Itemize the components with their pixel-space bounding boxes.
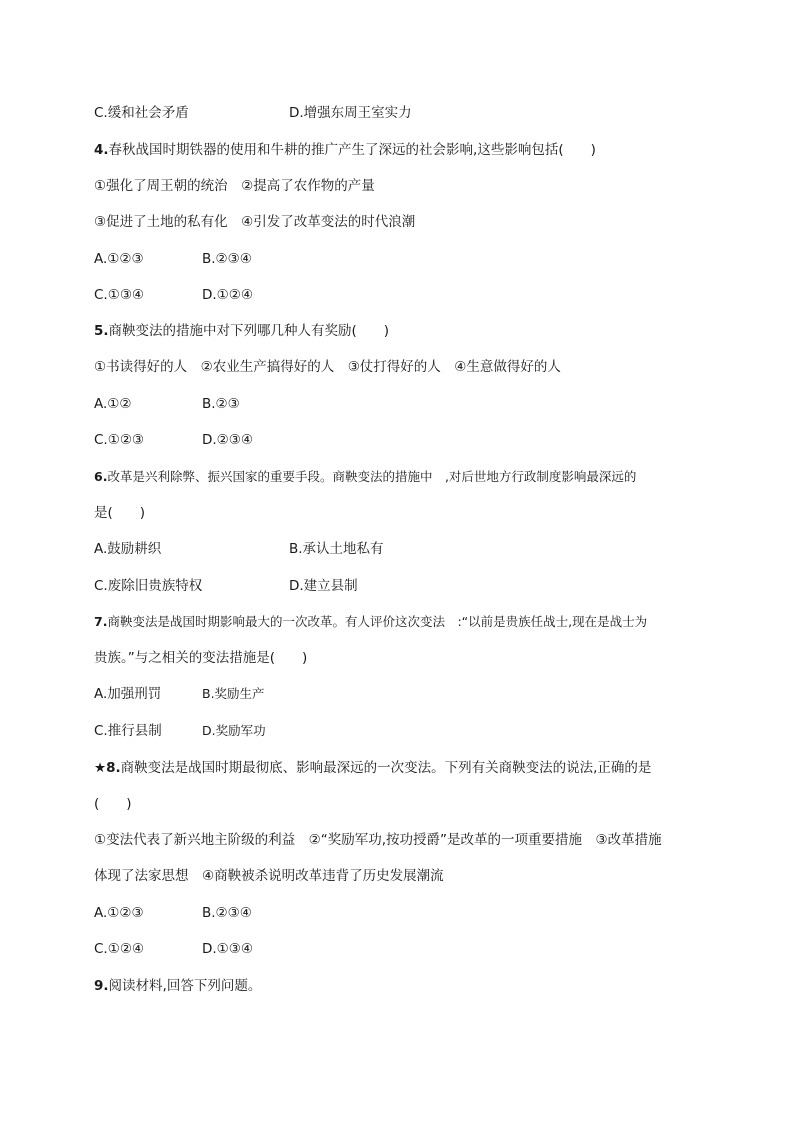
q7-option-d: D.奖励军功	[202, 723, 266, 738]
q4-option-a: A.①②③	[94, 251, 144, 267]
q4-stem-text: 春秋战国时期铁器的使用和牛耕的推广产生了深远的社会影响,这些影响包括( )	[108, 142, 596, 158]
q8-number: ★8.	[94, 760, 121, 776]
q8-option-c: C.①②④	[94, 941, 145, 957]
q8-stem-text: 商鞅变法是战国时期最彻底、影响最深远的一次变法。下列有关商鞅变法的说法,正确的是	[120, 760, 652, 776]
q9-stem-text: 阅读材料,回答下列问题。	[108, 978, 262, 994]
q6-option-d: D.建立县制	[289, 578, 358, 594]
q6-option-a: A.鼓励耕织	[94, 541, 162, 557]
q4-stem	[94, 141, 596, 159]
q4-number: 4.	[94, 142, 109, 158]
q8-stem-line2: ( )	[94, 796, 132, 812]
q5-number: 5.	[94, 323, 109, 339]
q8-items-line2: 体现了法家思想 ④商鞅被杀说明改革违背了历史发展潮流	[94, 868, 444, 884]
q7-option-c: C.推行县制	[94, 723, 162, 739]
q4-items-line2: ③促进了土地的私有化 ④引发了改革变法的时代浪潮	[94, 214, 416, 230]
q7-stem-line2: 贵族。”与之相关的变法措施是( )	[94, 650, 308, 666]
q7-stem-line1	[94, 613, 647, 631]
q9-number: 9.	[94, 978, 109, 994]
q7-option-b: B.奖励生产	[202, 686, 265, 701]
q3-option-d: D.增强东周王室实力	[289, 105, 412, 121]
q6-stem-text: 改革是兴利除弊、振兴国家的重要手段。商鞅变法的措施中 ,对后世地方行政制度影响最深远的	[107, 469, 637, 484]
q5-stem	[94, 322, 389, 340]
q5-option-b: B.②③	[202, 396, 240, 412]
q6-number: 6.	[94, 469, 108, 484]
q4-items-line1: ①强化了周王朝的统治 ②提高了农作物的产量	[94, 178, 375, 194]
q3-option-c: C.缓和社会矛盾	[94, 105, 189, 121]
q4-option-b: B.②③④	[202, 251, 252, 267]
q6-stem-line1	[94, 468, 636, 486]
q7-number: 7.	[94, 614, 108, 629]
q4-option-c: C.①③④	[94, 287, 145, 303]
q5-stem-text: 商鞅变法的措施中对下列哪几种人有奖励( )	[108, 323, 390, 339]
q8-option-d: D.①③④	[202, 941, 253, 957]
q8-stem-line1	[94, 759, 651, 777]
q9-stem	[94, 977, 261, 995]
q4-option-d: D.①②④	[202, 287, 253, 303]
q8-option-a: A.①②③	[94, 905, 144, 921]
q6-option-c: C.废除旧贵族特权	[94, 578, 203, 594]
q7-option-a: A.加强刑罚	[94, 686, 162, 702]
q5-option-c: C.①②③	[94, 432, 145, 448]
q7-stem-text: 商鞅变法是战国时期影响最大的一次改革。有人评价这次变法 :“以前是贵族任战士,现在是战士为	[107, 614, 648, 629]
q5-option-d: D.②③④	[202, 432, 253, 448]
q6-option-b: B.承认土地私有	[289, 541, 384, 557]
q5-items: ①书读得好的人 ②农业生产搞得好的人 ③仗打得好的人 ④生意做得好的人	[94, 359, 561, 375]
q6-stem-line2: 是( )	[94, 505, 146, 521]
q5-option-a: A.①②	[94, 396, 132, 412]
q8-option-b: B.②③④	[202, 905, 252, 921]
q8-items-line1: ①变法代表了新兴地主阶级的利益 ②“奖励军功,按功授爵”是改革的一项重要措施 ③改革措施	[94, 832, 662, 848]
